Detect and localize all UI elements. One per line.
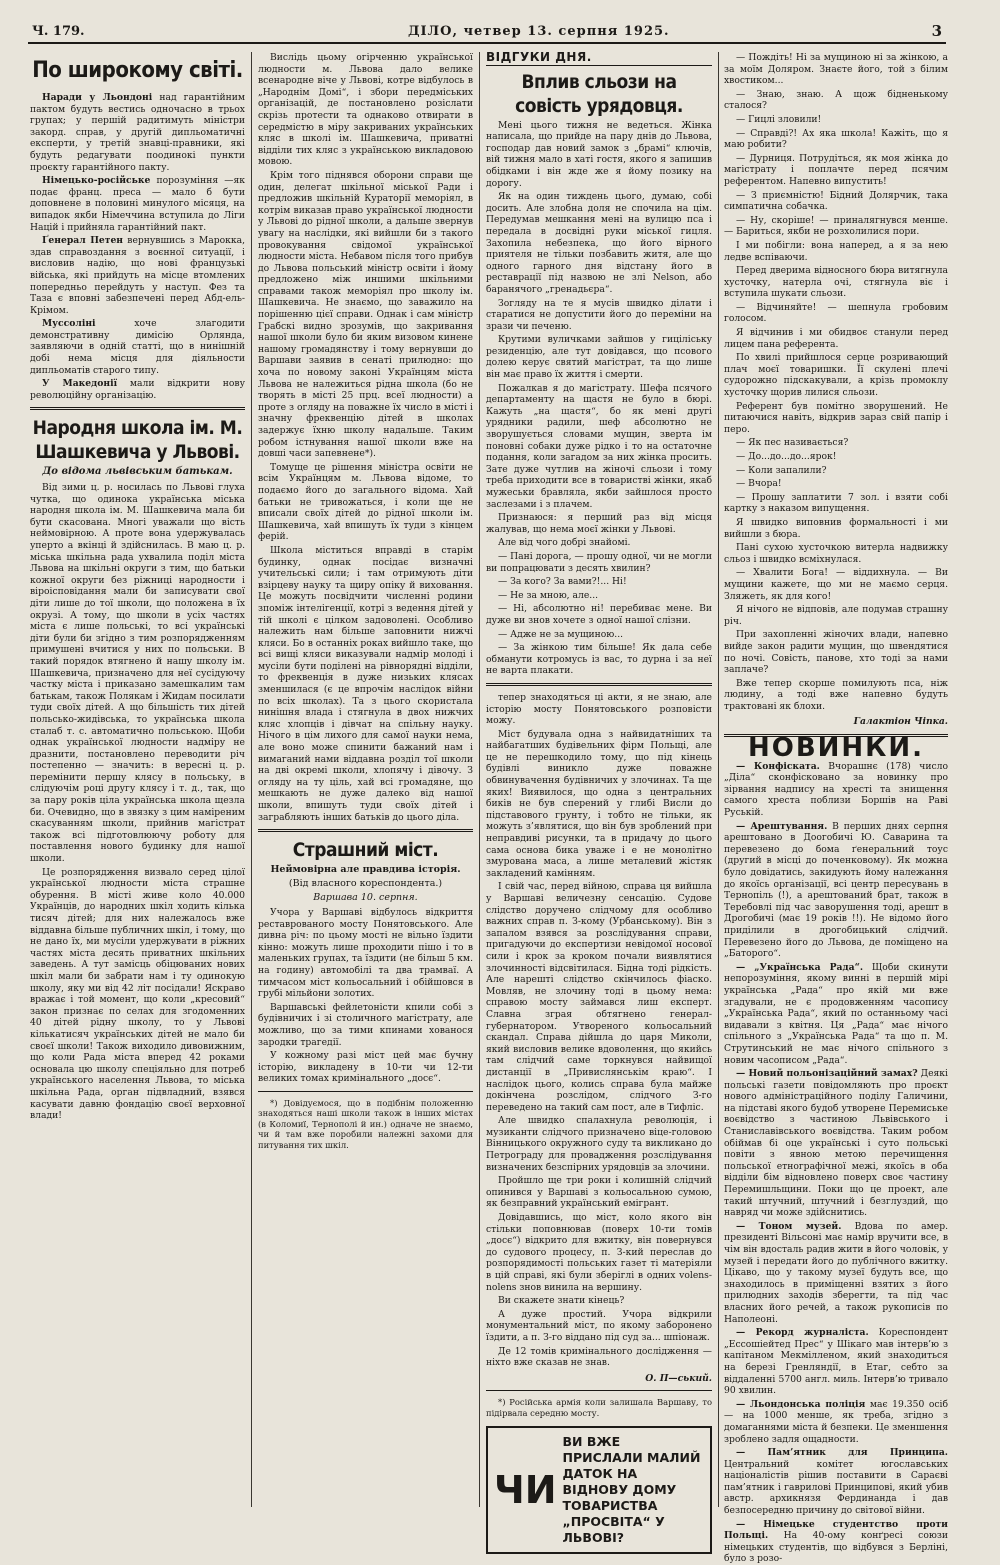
dialogue-line: — Прошу заплатити 7 зол. і взяти собі картку з наказом випущення. [724,491,948,515]
world-news-list [30,92,245,401]
ad-text: ВИ ВЖЕ ПРИСЛАЛИ МАЛИЙ ДАТОК НА ВІДНОВУ ДОМУ ТОВАРИСТВА „ПРОСВІТА“ У ЛЬВОВІ? [562,1434,701,1546]
news-item: — Льондонська поліція має 19.350 осіб — на 1000 менше, як треба, згідно з домаганнями міста й безпеки. Це зменшення зроблено задля ощадности. [724,1398,949,1445]
article-paragraph: У кожному разі міст цей має бучну історію, викладену в 10-ти чи 12-ти великих томах кримінального „досє“. [258,1050,473,1085]
issue-number: Ч. 179. [32,24,85,39]
dialogue-line: — Адже не за мущиною... [498,628,624,640]
article-paragraph: Але від чого добрі знайомі. [498,537,631,549]
news-paragraph: Наради у Льондоні над гарантійним пактом будуть вестись одночасно в трьох групах; у першій радитимуть міністри закорд. справ, у другій дипльоматичні експерти, у третій знавці-правники, які будуть редагувати поодинокі пункти проєкту гарантійного пакту. [30,92,245,173]
article-paragraph: Пані сухою хусточкою витерла надвижку сльоз і швидко всміхнулася. [724,542,948,565]
dialogue-line: — За кого? За вами?!... Ні! [498,576,627,588]
dialogue-line: — Дурниця. Потрудіться, як моя жінка до магістрату і поплачте перед псячим референтом. Напевно випустить! [724,152,948,187]
column-2 [258,52,473,1512]
dialogue-line: — Справді?! Ах яка школа! Кажіть, що я маю робити? [724,127,948,151]
footnote-rule [258,1091,473,1092]
footnote: *) Російська армія коли залишала Варшаву, то підірвала середню мосту. [486,1397,712,1418]
article-paragraph: Я відчинив і ми обидвоє станули перед лицем пана референта. [724,327,948,350]
headline-tear-article: Вплив сльози на совість урядовця. [515,70,683,117]
section-rule [258,829,473,832]
news-item: — Арештування. В перших днях серпня арештовано в Доогобичі Ю. Саварина та перевезено до бома ґенеральний тоус (другий в місці до поченковому). Як можна було довідатись, закидують йому належання до якоїсь організації, всі центр пересувань в Тернопіль (!), а арештований брат, також в Теребовлі під час заворушення тоді, арешт в Дрогобичі (має 19 років !!). Не відомо його приділили в дрогобицький слідчий. Перевезено його до Львова, де поміщено на „Баторого“. [724,820,948,960]
column-1 [30,52,245,1512]
article-paragraph: Пройшло ще три роки і колишній слідчий опинився у Варшаві з кольосальною сумою, як безправний український емігрант. [486,1175,712,1210]
news-item: — Новий польонізаційний замах? Деякі польські газети повідомляють про проєкт нового адміністраційного поділу Галичини, на підставі якого будоб утворене Перемиське воєвідство з частиною Львівського і Станиславівського воєвідства. Таким робом обіймав бі оце українські і суто польські повіти з явною метою перечищення польської етнографічної межі, якоїсь в оба відділи бім відновлено поверх своє частину Перемишльщини. Поки що це проект, але такий штучний, штучний і безглуздий, що навряд чи може здійснитись. [724,1068,948,1219]
dialogue-line: — Пождіть! Ні за мущиною ні за жінкою, а за моїм Доляром. Знаєте його, той з білим хвостиком... [724,52,948,87]
bridge-article-dateline: Варшава 10. серпня. [313,892,418,904]
masthead [28,22,946,44]
news-paragraph: Німецько-російське порозуміння —як подає франц. преса — мало б бути доповнене в половині минулого місяця, на випадок якби Німеччина вступила до Ліги Націй і прийняла гарантійний пакт. [30,175,245,233]
prosvita-donation-ad [486,1426,712,1554]
news-item: — Тоном музей. Вдова по амер. президенті Вільсоні має намір вручити все, в чім він вдосталь радив жити в його чоловік, у музей і передати його до публічного вжитку. Цікаво, що у такому музеї будуть все, що знаходилось в приміщенні взятих з його прилюдних заходів зберегти, та під час власних його речей, а також рукописів по Наполеоні. [724,1220,948,1325]
dialogue-line: — Пані дорога, — прошу одної, чи не могли ви попрацювати з десять хвилин? [486,550,712,574]
article-paragraph: Референт був помітно зворушений. Не питаючися навіть, відкрив зараз свій папір і перо. [724,400,948,435]
article-paragraph: А дуже простий. Учора відкрили монументальний міст, по якому заборонено їздити, а п. З-го віддано під суд за... шпіонаж. [486,1308,712,1343]
article-paragraph: Томуще це рішення міністра освіти не всім Українцям м. Львова відоме, то подаємо його до загального відома. Хай батьки не тривожаться, і коли ще не вписали своїх дітей до рідної школи ім. Шашкевича, хай впишуть їх туди з кінцем ферій. [258,461,473,543]
dialogue-line: — Знаю, знаю. А щож бідненькому сталося? [724,88,948,112]
article-paragraph: Крутими вуличками зайшов у гиціліську резиденцію, але тут довідався, що псового долею керує святий магістрат, та що лише він має право їх життя і смерти. [486,334,712,381]
article-paragraph: Вже тепер скорше помилують пса, ніж людину, а тоді вже напевно будуть трактовані як блохи. [724,677,948,712]
article-paragraph: Пожалкав я до магістрату. Шефа псячого департаменту на щастя не було в бюрі. Кажуть „на щастя“, бо як мені другі урядники радили, шеф абсолютно не зворушується словами мущин, зверта ім поновні собаки дуже рідко і то на остаточне подання, коли загадом за них жінка просить. Зате дуже чутлив на жіночі сльози і тому треба приходити все в товаристві жінки, якаб мужеськи бравляла, якби зайшлося просто заслезами і з плачем. [486,382,712,510]
dialogue-line: — З приємністю! Бідний Долярчик, така симпатична собачка. [724,189,948,213]
footnote-rule [486,1390,712,1391]
section-rule [30,407,245,410]
article-paragraph: При захопленні жіночих влади, напевно вийде закон радити мущин, що швендятися по ночі. Совість, панове, хто тоді за нами заплаче? [724,629,948,676]
dialogue-line: — Вчора! [736,478,782,490]
dialogue-line: — Відчиняйте! — шепнула гробовим голосом. [724,301,948,325]
footnote: *) Довідуємося, що в подібнім положенню знаходяться наші школи також в інших містах (в Коломиї, Тернополі й ин.) одначе не знаємо, чи й там вже поробили належні захоми для питування тих шкіл. [258,1097,473,1150]
section-title-news: НОВИНКИ. [747,733,925,764]
article-paragraph: По хвилі прийшлося серце розривающий плач моєї товаришки. Її скулені плечі судорожно підскакували, а крізь промоклу хусточку щорив лилися сльози. [724,352,948,399]
dialogue-line: — Хвалити Бога! — віддихнула. — Ви мущини кажете, що ми не маємо серця. Зляжеть, як для кого! [724,567,948,602]
news-paragraph: Муссоліні хоче злагодити демонстративну димісію Орлянда, заявляючи в одній статті, що в нинішній добі нема місця для діяльности дипльоматів старого типу. [30,318,245,376]
dialogue-line: — Коли запалили? [736,464,827,476]
article-paragraph: Як на один тиждень цього, думаю, собі досить. Але злобна доля не спочила на цім. Передумав мешкання мені на вулицю пса і передала в досвідні руки міської гицля. Захопила небезпека, що його вірного приятеля не тільки позбавить житя, але що одного гарного дня відстану його в реставрації під назвою не злі Nelson, або баранячого „гренадьєра“. [486,191,712,295]
ad-big-letters: ЧИ [494,1468,557,1513]
article-paragraph: Варшавські фейлетоністи кпили собі з будівничих і зі столичного магістрату, але можливо, що за тими кпинами хованося зародки трагедії. [258,1001,473,1048]
author-signature: О. П—ський. [645,1372,712,1384]
news-item: — Конфіската. Вчорашнє (178) число „Діла“ сконфісковано за новинку про зірвання надпису на хресті та знищення самого хреста поблизи Боршів на Раві Руській. [724,760,948,819]
article-paragraph: Зогляду на те я мусів швидко ділати і старатися не допустити його до переміни на зрази чи печеню. [486,297,712,332]
column-divider [251,52,252,1507]
news-item: — „Українська Рада“. Щоби скинути непорозуміння, якому винні в першій мірі українська „Рада“ про якій ми вже згадували, не є продовженням часопису „Українська Рада“, який по останньому часі видавали з квітня. Ця „Рада“ має нічого спільного з „Українська Рада“ та що п. М. Струтинський не має нічого спільного з новим часописом „Рада“. [724,961,948,1066]
article-paragraph: Школа міститься вправді в старім будинку, однак посідає визначні учительські сили; і там отримують діти взірцеву науку та щиру опіку й виховання. Це можуть посвідчити численні родини зпоміж інтелігенції, котрі з ведення дітей у тій школі є цілком задоволені. Особливо належить нам більше заповнити нижчі кляси. Бо в останніх роках вийшло таке, що всі вищі кляси виказували надмір молоді і мусіли бути поділені на рівнорядні відділи, то фреквенція в дуже низьких клясах зменшилася (є це впрочім наслідок війни по всіх школах). Та з цього скористала нинішня влада і стягнула в двох нижчих кляс хлопців і дівчат на спільну науку. Нічого в цім лихого для самої науки нема, але воно може спинити бажаний нам і вимаганий нами віддавна розділ тої школи на дві окремі школи, хлопячу і дівочу. З огляду на ту ціль, хай всі громадяне, що мешкають не дуже далеко від нашої школи, впишуть туди своїх дітей і заграбляють інших батьків до цього діла. [258,544,473,823]
dialogue-line: — Ну, скоріше! — приналягнувся менше. — Бариться, якби не розхолилися пори. [724,214,948,238]
dialogue-line: — За жінкою тим більше! Як дала себе обманути котромусь із вас, то дурна і за неї не варта плакати. [486,642,712,677]
dialogue-line: — Як пес називається? [736,437,849,449]
article-paragraph: Крім того піднявся оборони справи ще один, делегат шкільної міської Ради і предложив шкільній Кураторії меморіял, в котрім виказав право української людности у Львові до рідної школи, а дальше звернув увагу на наслідки, які вийшли би з такого провокування свідомої української людности міста. Небавом після того прибув до Львова польський міністр освіти і йому предложено між иншими шкільними справами також меморіял про школу ім. Шашкевича. Не знаємо, що заважило на порішенню цієї справи. Однак і сам міністр Грабскі видно зрозумів, що закривання нашої школи було би яким визовом кинене нашому громадянству і тому вернувши до Варшави заявив в сенаті прилюдно: що хоча по новому законі Українцям міста Львова не належиться рідна школа (бо не творять в місті 25 прц. всеї людности) а проте з огляду на поважне їх число в місті і значну фреквенцію дітей в школах задержує їхню школу надальше. Таким робом істнування нашої школи вже на довші часи запевнене*). [258,169,473,460]
article-paragraph: І свій час, перед війною, справа ця вийшла у Варшаві величезну сенсацію. Судове слідство доручено слідчому для особливо важних справ п. З-кому (Урбанському). Він з запалом взявся за розслідування справи, пригадуючи до експертизи невідомої носової сили і крок за кроком почали виявлятися злочинності відсвітилася. Бідна тоді рідкість. Але нарешті слідство скінчилось фіаско. Мовляв, не злочину тоді в цьому нема: справою мосту займався лиш експерт. Славна зграя обтягнено генерал-губернатором. Утвореного кольосальний скандал. Справа дійшла до царя Миколи, який висловив велике вдоволення, що якийсь там слідчий саме торкнувся найвищої дистанції в „Привислянськім краю“. І наслідок цього, колись справа була майже докінчена розслідом, слідчого З-го переведено на такий сам пост, але в Тифліс. [486,881,712,1113]
article-paragraph: Де 12 томів кримінального дослідження — ніхто вже сказав не знав. [486,1345,712,1369]
article-paragraph: Міст будувала одна з найвидатніших та найбагатших будівельних фірм Польщі, але це не перешкодило тому, що під кінець будівлі виникло дуже поважне обвинувачення будівничих у злочинах. Та ще яких! Виявилося, що одна з центральних биків не був сперений у глибі Висли до підставового грунту, і тобто не тільки, як можуть з’являтися, що він був зроблений при неправдиві рисунки, та в придачу до цього сама основа бика уваже і е не монолітно змурована маса, а лише металевий жістяк закладений камінням. [486,728,712,879]
news-paragraph: У Македонії мали відкрити нову революційну організацію. [30,378,245,401]
headline-school-article: Народня школа ім. М. Шашкевича у Львові. [32,417,243,464]
newspaper-title-date: ДІЛО, четвер 13. серпня 1925. [408,24,670,39]
dialogue-line: — До...до...до...ярок! [736,451,837,462]
article-paragraph: Ви скажете знати кінець? [498,1295,625,1307]
bridge-article-subtitle: Неймовірна але правдива історія. [270,864,461,876]
dialogue-line: — Не за мною, але... [498,589,599,601]
article-paragraph: Я нічого не відповів, але подумав страшну річ. [724,604,948,627]
column-divider [479,52,480,1507]
article-paragraph: І ми побігли: вона наперед, а я за нею ледве вспіваючи. [724,239,948,263]
author-signature: Галактіон Чіпка. [853,716,948,728]
article-paragraph: Але швидко спалахнула революція, і музиканти слідчого призначено віце-головою Вінницького окружного суду та викликано до Петрограду для провадження розслідування визначених безспірних урядовців за злочини. [486,1115,712,1173]
article-paragraph: Учора у Варшаві відбулось відкриття реставрованого мосту Понятовського. Але дивна річ: по цьому мості не вільно їздити кінно: можуть лише проходити пішо і то в маленьких групах, та їздити (не більш 5 км. на годину) автомобілі та два трамваї. А тимчасом міст кольосальний і обійшовся в грубі мільйони золотих. [258,906,473,1000]
news-item: — Німецьке студентство проти Польщі. На 40-ому конґресі союзи німецьких студентів, що відбувся з Берліні, було з розо- [724,1518,948,1565]
article-paragraph: Перед дверима відносного бюра витягнула хусточку, натерла очі, стягнула віє і вступила шукати сльози. [724,265,948,300]
article-paragraph: Від зими ц. р. носилась по Львові глуха чутка, що одинока українська міська народня школа ім. М. Шашкевича мала би бути скасована. Многі уважали що вість неймовірною. А проте вона удержувалась уперто а вкінці й здійснилась. В маю ц. р. міська шкільна рада ухвалила поділ міста Львова на шкільні округи з тим, що батьки кожної округи без ріжниці народности і віроісповідання мали би записувати свої діти лише до тої школи, що положена в їх окрузі. А тому, що школи в усіх частях міста є лише польські, то всі українські діти були би згідно з тим розпорядженням примушені вчитися у них по польськи. В такий порядок втягнено й нашу школу ім. Шашкевича, призначено для неї сусідуючу частку міста і приказано замешкалим там батькам, також Полякам і Жидам посилати туди своїх дітей. А що більшість тих дітей польсько-жидівська, то українська школа сталаб т. с. автоматично польською. Щоби однак української людности надміру не дразнити, постановлено переводити річ постепенно — значить: в вересні ц. р. перемінити першу клясу в польську, в слідуючім році другу клясу і т. д., так, що за пару років ціла українська школа щезла би. Очевидно, що в звязку з цим наміреним скасуванням школи, прийнив магістрат також всі підготовлюючу роботу для поставлення нового будинку для нашої школи. [30,482,245,865]
column-4 [724,52,949,1565]
news-item: — Пам’ятник для Принципа. Центральний комітет югославських націоналістів рішив поставити в Сараєві пам’ятник і гаврилові Принципові, який убив австр. архикнязя Фердинанда і дав безпосередню причину до світової війни. [724,1447,948,1517]
article-paragraph: Довідавшись, що міст, коло якого він стільки поповнював (поверх 10-ти томів „досє“) відкрито для вжитку, він повернувся до судового процесу, п. З-кий переслав до розпорядимості польських газет ті матеріяли в цій справі, які були зберіглі в одних volens-nolens знов винила на вершину. [486,1212,712,1293]
school-article-subtitle: До відома львівським батькам. [42,466,233,478]
section-title-responses: ВІДГУКИ ДНЯ. [486,52,712,66]
headline-world-news: По широкому світі. [32,58,243,83]
article-paragraph: Вислідь цьому огірченню української людности м. Львова дало велике всенародне віче у Львові, котре відбулось в „Народнім Домі“, і збори передміських організацій, де постановлено розіслати скрізь протести та однаково отвирати в середмістю в міру закриваних українських кляс в школі ім. Шашкевича, приватні відділи тих кляс з українською викладовою мовою. [258,52,473,168]
dialogue-line: — Ні, абсолютно ні! перебиває мене. Ви дуже ви знов хочете з одної нашої слізни. [486,603,712,626]
news-paragraph: Ґенерал Петен вернувшись з Марокка, здав справоздання з воєнної ситуації, і висловив надію, що нові французькі війська, які прийдуть на місце втомлених попередньо перейдуть у наступ. Фез та Таза є вповні забезпечені перед Абд-ель-Крімом. [30,235,245,316]
article-paragraph: Признаюся: я перший раз від місця жалував, що нема моєї жінки у Львові. [486,512,712,535]
column-3 [486,50,712,1546]
article-paragraph: тепер знаходяться ці акти, я не знаю, але історію мосту Понятовського розповісти можу. [486,691,712,727]
article-paragraph: Це розпорядження визвало серед цілої української людности міста страшне обурення. В місті живе коло 40.000 Українців, до народних шкіл ходить кілька тисяч дітей; для них належалось вже віддавна більше публичних шкіл, і тому, що не дано їх, ми мусіли удержувати в ріжних частях міста десять приватних шкільних заведень. А тут замісць обіцюваних нових шкіл мали би забрати нам і ту одинокую школу, яку ми від 42 літ посідали! Яскраво вражає і той момент, що коли „кресовий“ закон признає по селах для згодоменних 40 дітей рідну школу, то у Львові кількатисяч українських дітей не мало би своєї школи! Також виходило дивовижним, що коли Рада міста вперед 42 роками основала цю школу спеціяльно для потреб українського населення Львова, то міська шкільна Рада, орган підвладний, взявся касувати давню фондацію своєї верховної влади! [30,866,245,1122]
dialogue-line: — Гицлі зловили! [736,113,822,125]
article-paragraph: Мені цього тижня не ведеться. Жінка написала, що прийде на пару днів до Львова, господар дав новий замок з „брамі“ ключів, вій тижня мало в хаті гостя, якого я запишив обідками і він жде же я йому позику на дорогу. [486,119,712,189]
bridge-article-source: (Від власного кореспондента.) [288,877,443,889]
column-divider [718,52,719,1507]
news-item: — Рекорд журналіста. Кореспондент „Ессошіейтед Прес“ у Шікаго мав інтерв’ю з капітаном Мекмілленом, який знаходиться на березі Гренляндії, в Етаг, себто за віддаленні 5700 англ. миль. Інтерв’ю тривало 90 хвилин. [724,1327,948,1397]
section-rule [486,683,712,686]
headline-bridge-article: Страшний міст. [292,839,439,862]
page-number: 3 [931,22,942,40]
article-paragraph: Я швидко виповнив формальності і ми вийшли з бюра. [724,516,948,540]
